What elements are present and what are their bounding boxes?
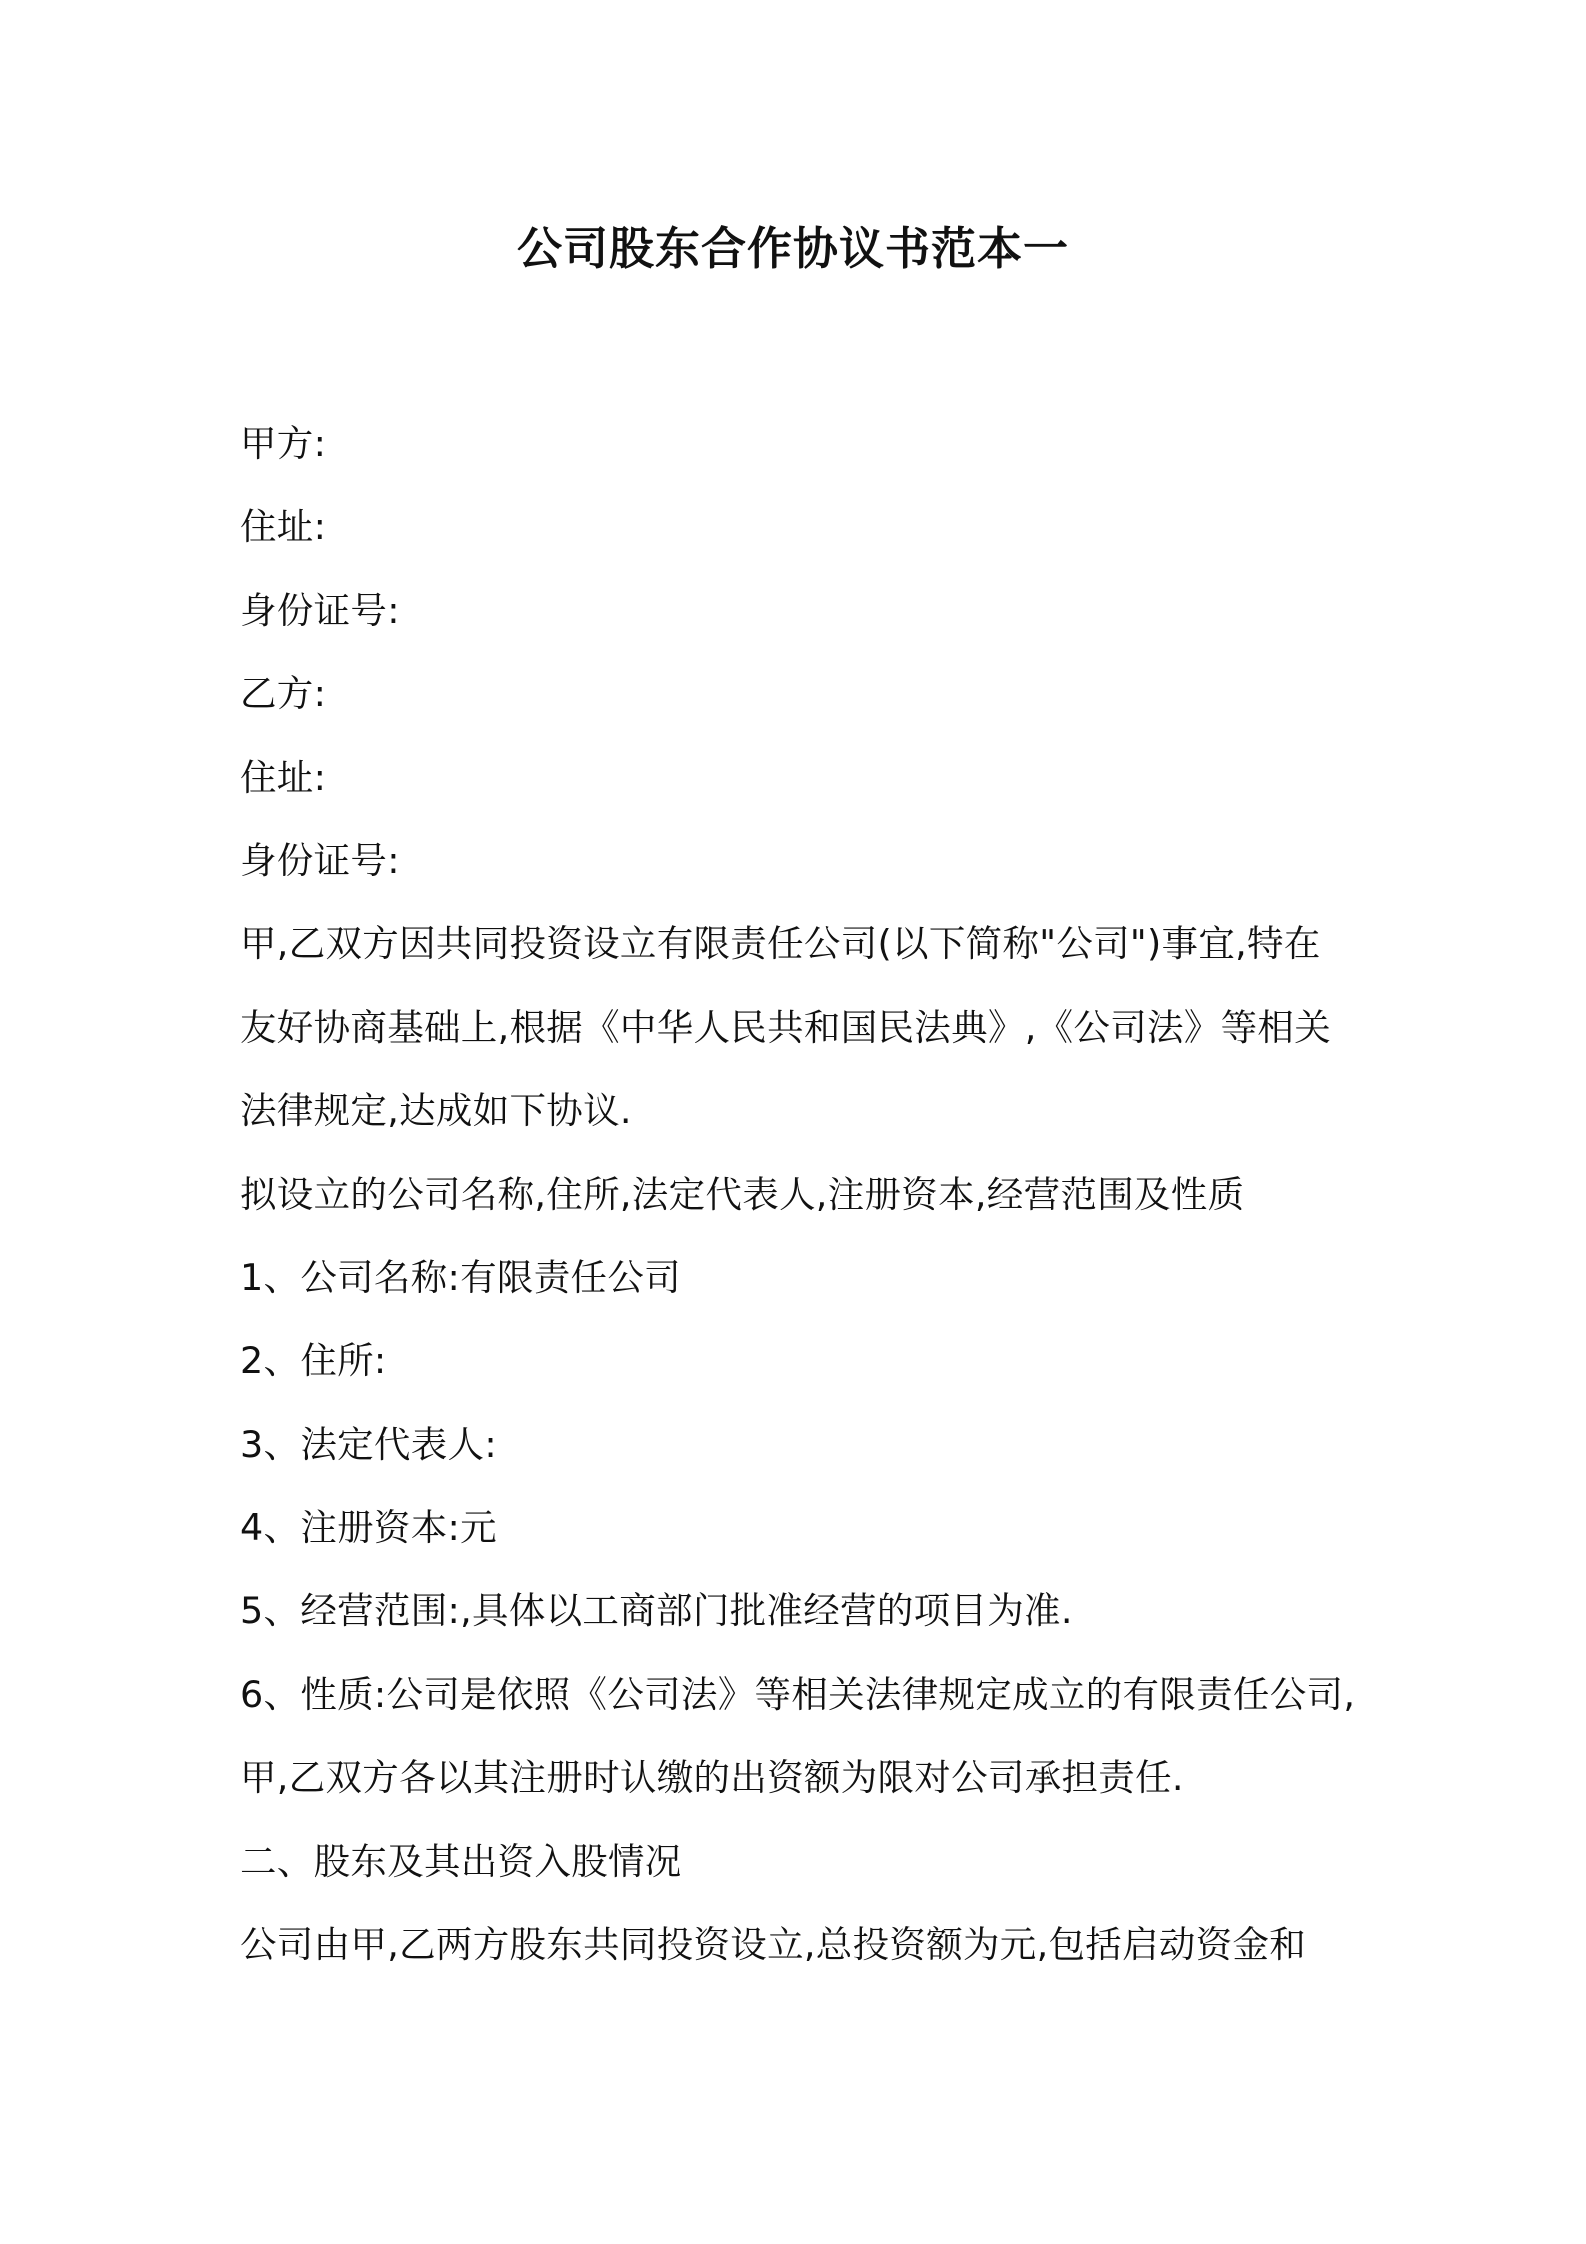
section-heading-shareholders: 二、股东及其出资入股情况: [240, 1839, 682, 1883]
clause-legal-representative: 3、法定代表人:: [240, 1422, 497, 1466]
shareholders-paragraph-line-1: 公司由甲,乙两方股东共同投资设立,总投资额为元,包括启动资金和: [240, 1923, 1307, 1967]
preamble-line-3: 法律规定,达成如下协议.: [240, 1089, 632, 1133]
clause-business-scope: 5、经营范围:,具体以工商部门批准经营的项目为准.: [240, 1589, 1073, 1633]
document-body: [240, 402, 1360, 1986]
party-a-label: 甲方:: [240, 422, 327, 465]
preamble-line-1: 甲,乙双方因共同投资设立有限责任公司(以下简称"公司")事宜,特在: [240, 922, 1321, 966]
clause-registered-capital: 4、注册资本:元: [240, 1506, 497, 1550]
party-b-label: 乙方:: [240, 672, 327, 716]
document-title: 公司股东合作协议书范本一: [516, 222, 1069, 275]
party-b-id-number-label: 身份证号:: [240, 838, 400, 882]
clause-nature-line-1: 6、性质:公司是依照《公司法》等相关法律规定成立的有限责任公司,: [240, 1672, 1356, 1716]
clause-nature-line-2: 甲,乙双方各以其注册时认缴的出资额为限对公司承担责任.: [240, 1756, 1184, 1800]
clause-domicile: 2、住所:: [240, 1339, 387, 1383]
party-a-id-number-label: 身份证号:: [240, 588, 400, 632]
party-b-address-label: 住址:: [240, 755, 327, 799]
party-a-address-label: 住址:: [240, 505, 327, 549]
section-heading-company-info: 拟设立的公司名称,住所,法定代表人,注册资本,经营范围及性质: [240, 1172, 1245, 1216]
clause-company-name: 1、公司名称:有限责任公司: [240, 1255, 681, 1299]
preamble-line-2: 友好协商基础上,根据《中华人民共和国民法典》,《公司法》等相关: [240, 1005, 1332, 1049]
